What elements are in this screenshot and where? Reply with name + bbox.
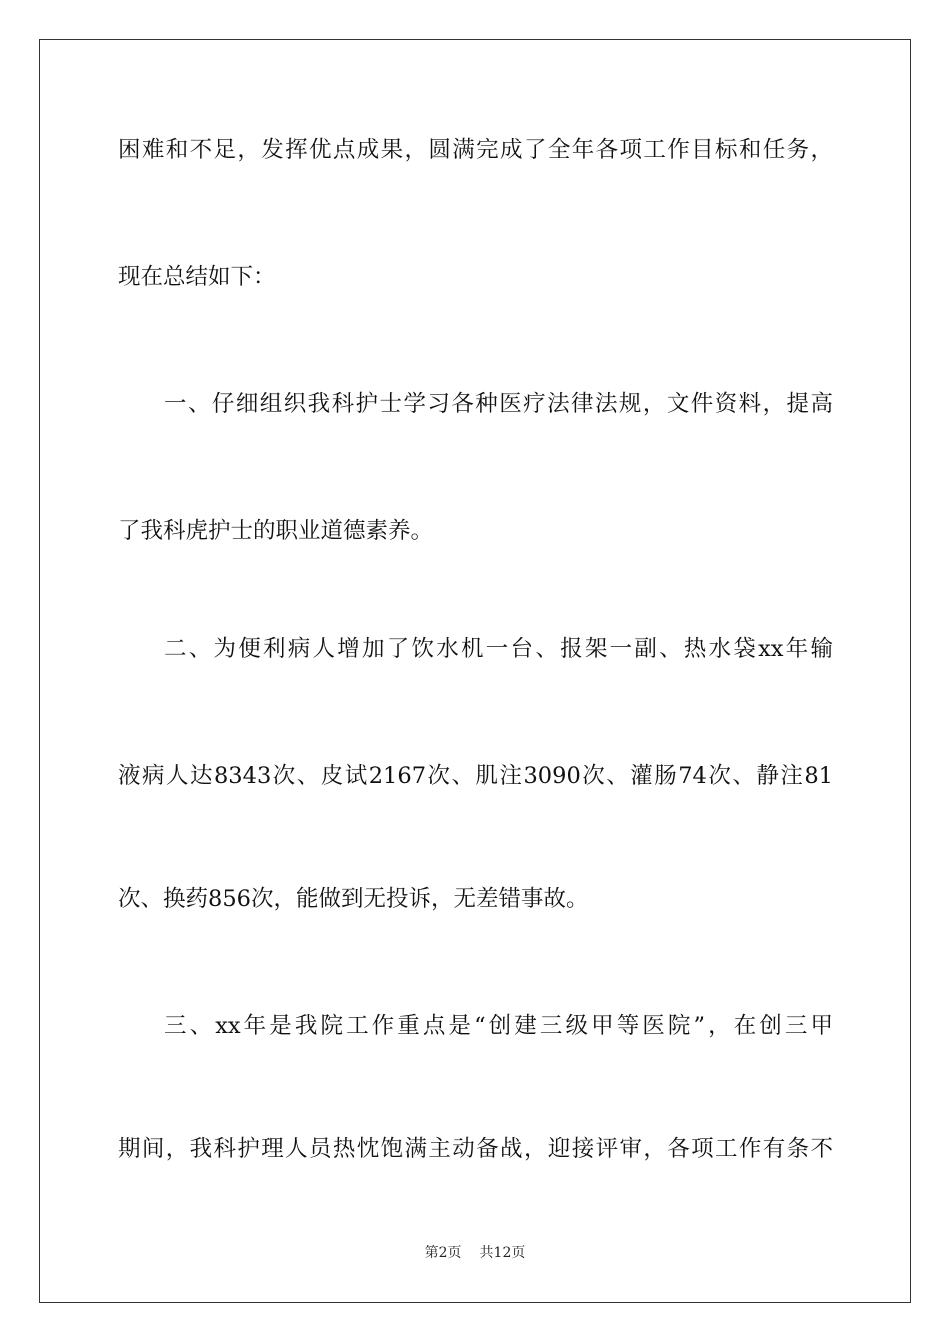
paragraph-line: 一、仔细组织我科护士学习各种医疗法律法规，文件资料，提高 [164, 391, 833, 417]
paragraph-line: 困难和不足，发挥优点成果，圆满完成了全年各项工作目标和任务， [118, 137, 833, 163]
paragraph-line: 三、xx年是我院工作重点是“创建三级甲等医院”，在创三甲 [164, 1013, 833, 1039]
page-number: 第2页 [424, 1245, 462, 1261]
paragraph-line: 期间，我科护理人员热忱饱满主动备战，迎接评审，各项工作有条不 [118, 1136, 833, 1162]
paragraph-line: 了我科虎护士的职业道德素养。 [118, 518, 434, 544]
page-total: 共12页 [479, 1245, 526, 1261]
paragraph-line: 次、换药856次，能做到无投诉，无差错事故。 [118, 886, 589, 912]
paragraph-line: 现在总结如下： [118, 264, 276, 290]
paragraph-line: 二、为便利病人增加了饮水机一台、报架一副、热水袋xx年输 [164, 636, 833, 662]
page-border [39, 39, 911, 1303]
page-footer [0, 1244, 950, 1262]
paragraph-line: 液病人达8343次、皮试2167次、肌注3090次、灌肠74次、静注81 [118, 763, 833, 789]
